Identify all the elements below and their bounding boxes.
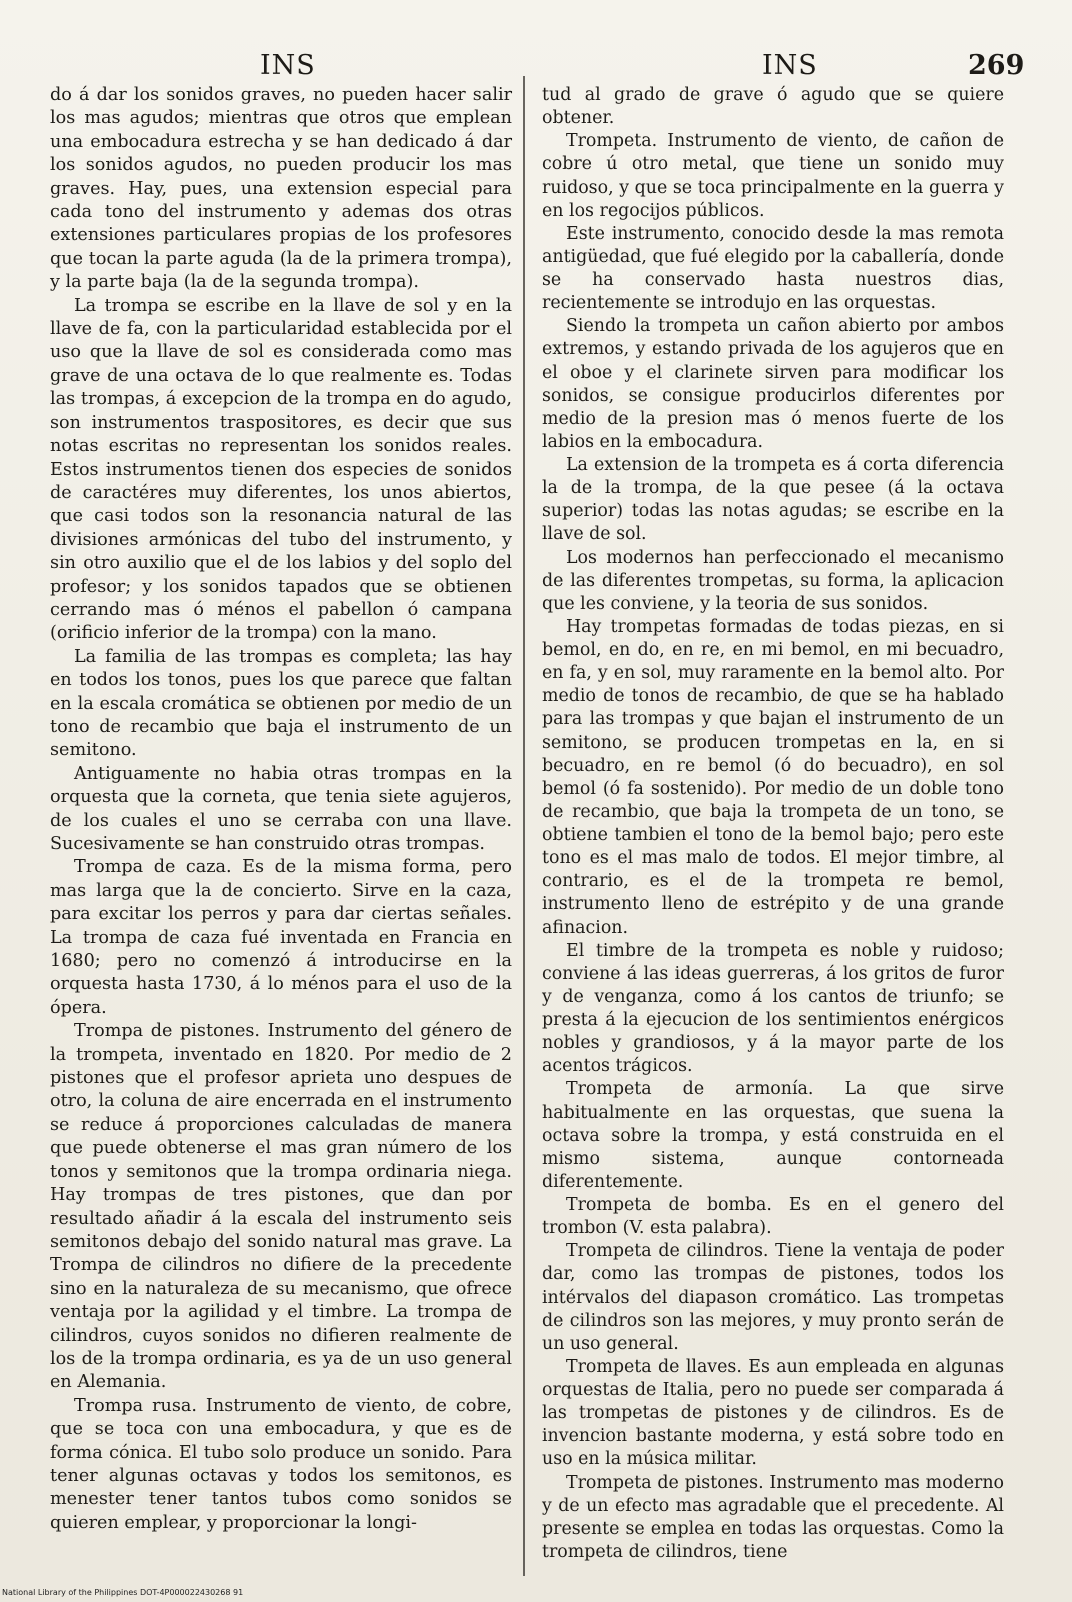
paragraph: El timbre de la trompeta es noble y ruidoso; conviene á las ideas guerreras, á los gritos de furor y de venganza, como á los cantos de triunfo; se presta á la ejecucion de los sentimientos enérgicos nobles y grandiosos, y á la mayor parte de los acentos trágicos. (542, 940, 1004, 1077)
header-left-word: INS (260, 50, 316, 81)
paragraph: Siendo la trompeta un cañon abierto por ambos extremos, y estando privada de los agujeros que en el oboe y el clarinete sirven para modificar los sonidos, se consigue producirlos diferentes por medio de la presion mas ó menos fuerte de los labios en la embocadura. (542, 316, 1004, 452)
right-column (542, 84, 1004, 1564)
paragraph: La trompa se escribe en la llave de sol y en la llave de fa, con la particularidad establecida por el uso que la llave de sol es considerada como mas grave de una octava de lo que realmente es. Todas las trompas, á excepcion de la trompa en do agudo, son instrumentos traspositores, es decir que sus notas escritas no representan los sonidos reales. Estos instrumentos tienen dos especies de sonidos de caractéres muy diferentes, los unos abiertos, que casi todos son la resonancia natural de las divisiones armónicas del tubo del instrumento, y sin otro auxilio que el de los labios y del soplo del profesor; y los sonidos tapados que se obtienen cerrando mas ó ménos el pabellon ó campana (orificio inferior de la trompa) con la mano. (50, 295, 512, 644)
paragraph: Trompeta. Instrumento de viento, de cañon de cobre ú otro metal, que tiene un sonido muy ruidoso, y que se toca principalmente en la guerra y en los regocijos públicos. (542, 131, 1004, 221)
library-footer: National Library of the Philippines DOT-4P000022430268 91 (2, 1588, 244, 1597)
paragraph: Los modernos han perfeccionado el mecanismo de las diferentes trompetas, su forma, la aplicacion que les conviene, y la teoria de sus sonidos. (542, 547, 1004, 614)
paragraph: Trompeta de pistones. Instrumento mas moderno y de un efecto mas agradable que el precedente. Al presente se emplea en todas las orquestas. Como la trompeta de cilindros, tiene (542, 1472, 1004, 1562)
paragraph: Trompeta de llaves. Es aun empleada en algunas orquestas de Italia, pero no puede ser comparada á las trompetas de pistones y de cilindros. Es de invencion bastante moderna, y está sobre todo en uso en la música militar. (542, 1356, 1004, 1470)
paragraph: Trompeta de cilindros. Tiene la ventaja de poder dar, como las trompas de pistones, todos los intérvalos del diapason cromático. Las trompetas de cilindros son las mejores, y muy pronto serán de un uso general. (542, 1241, 1004, 1354)
running-header (0, 44, 1072, 84)
paragraph: Trompeta de armonía. La que sirve habitualmente en las orquestas, que suena la octava sobre la trompa, y está construida en el mismo sistema, aunque contorneada diferentemente. (542, 1079, 1004, 1192)
paragraph: La familia de las trompas es completa; las hay en todos los tonos, pues los que parece que faltan en la escala cromática se obtienen por medio de un tono de recambio que baja el instrumento de un semitono. (50, 646, 512, 761)
paragraph: Antiguamente no habia otras trompas en la orquesta que la corneta, que tenia siete agujeros, de los cuales el uno se cerraba con una llave. Sucesivamente se han construido otras trompas. (50, 763, 512, 854)
paragraph: La extension de la trompeta es á corta diferencia la de la trompa, de la que pesee (á la octava superior) todas las notas agudas; se escribe en la llave de sol. (542, 455, 1004, 545)
column-divider (523, 76, 525, 1576)
left-column (50, 84, 512, 1535)
paragraph: do á dar los sonidos graves, no pueden hacer salir los mas agudos; mientras que otros que emplean una embocadura estrecha y se han dedicado á dar los sonidos agudos, no pueden producir los mas graves. Hay, pues, una extension especial para cada tono del instrumento y ademas dos otras extensiones particulares propias de los profesores que tocan la parte aguda (la de la primera trompa), y la parte baja (la de la segunda trompa). (50, 85, 512, 293)
paragraph: Trompa rusa. Instrumento de viento, de cobre, que se toca con una embocadura, y que es de forma cónica. El tubo solo produce un sonido. Para tener algunas octavas y todos los semitonos, es menester tener tantos tubos como sonidos se quieren emplear, y proporcionar la longi- (50, 1395, 512, 1533)
paragraph: Trompa de caza. Es de la misma forma, pero mas larga que la de concierto. Sirve en la caza, para excitar los perros y para dar ciertas señales. La trompa de caza fué inventada en Francia en 1680; pero no comenzó á introducirse en la orquesta hasta 1730, á lo ménos para el uso de la ópera. (50, 857, 512, 1018)
paragraph: Este instrumento, conocido desde la mas remota antigüedad, que fué elegido por la caballería, donde se ha conservado hasta nuestros dias, recientemente se introdujo en las orquestas. (542, 223, 1004, 314)
paragraph: Hay trompetas formadas de todas piezas, en si bemol, en do, en re, en mi bemol, en mi becuadro, en fa, y en sol, muy raramente en la bemol alto. Por medio de tonos de recambio, de que se ha hablado para las trompas y que bajan el instrumento de un semitono, se producen trompetas en la, en si becuadro, en re bemol (ó do becuadro), en sol bemol (ó fa sostenido). Por medio de un doble tono de recambio, que baja la trompeta de un tono, se obtiene tambien el tono de la bemol bajo; pero este tono es el mas malo de todos. El mejor timbre, al contrario, es el de la trompeta re bemol, instrumento lleno de estrépito y de una grande afinacion. (542, 616, 1004, 938)
paragraph: Trompeta de bomba. Es en el genero del trombon (V. esta palabra). (542, 1195, 1004, 1239)
paragraph: tud al grado de grave ó agudo que se quiere obtener. (542, 85, 1004, 129)
paragraph: Trompa de pistones. Instrumento del género de la trompeta, inventado en 1820. Por medio de 2 pistones que el profesor aprieta uno despues de otro, la coluna de aire encerrada en el instrumento se reduce á proporciones calculadas de manera que puede obtenerse el mas gran número de los tonos y semitonos que la trompa ordinaria niega. Hay trompas de tres pistones, que dan por resultado añadir á la escala del instrumento seis semitonos debajo del sonido natural mas grave. La Trompa de cilindros no difiere de la precedente sino en la naturaleza de su mecanismo, que ofrece ventaja por la agilidad y el timbre. La trompa de cilindros, cuyos sonidos no difieren realmente de los de la trompa ordinaria, es ya de un uso general en Alemania. (50, 1021, 512, 1393)
header-right-word: INS (762, 50, 818, 81)
page-number: 269 (968, 50, 1025, 81)
